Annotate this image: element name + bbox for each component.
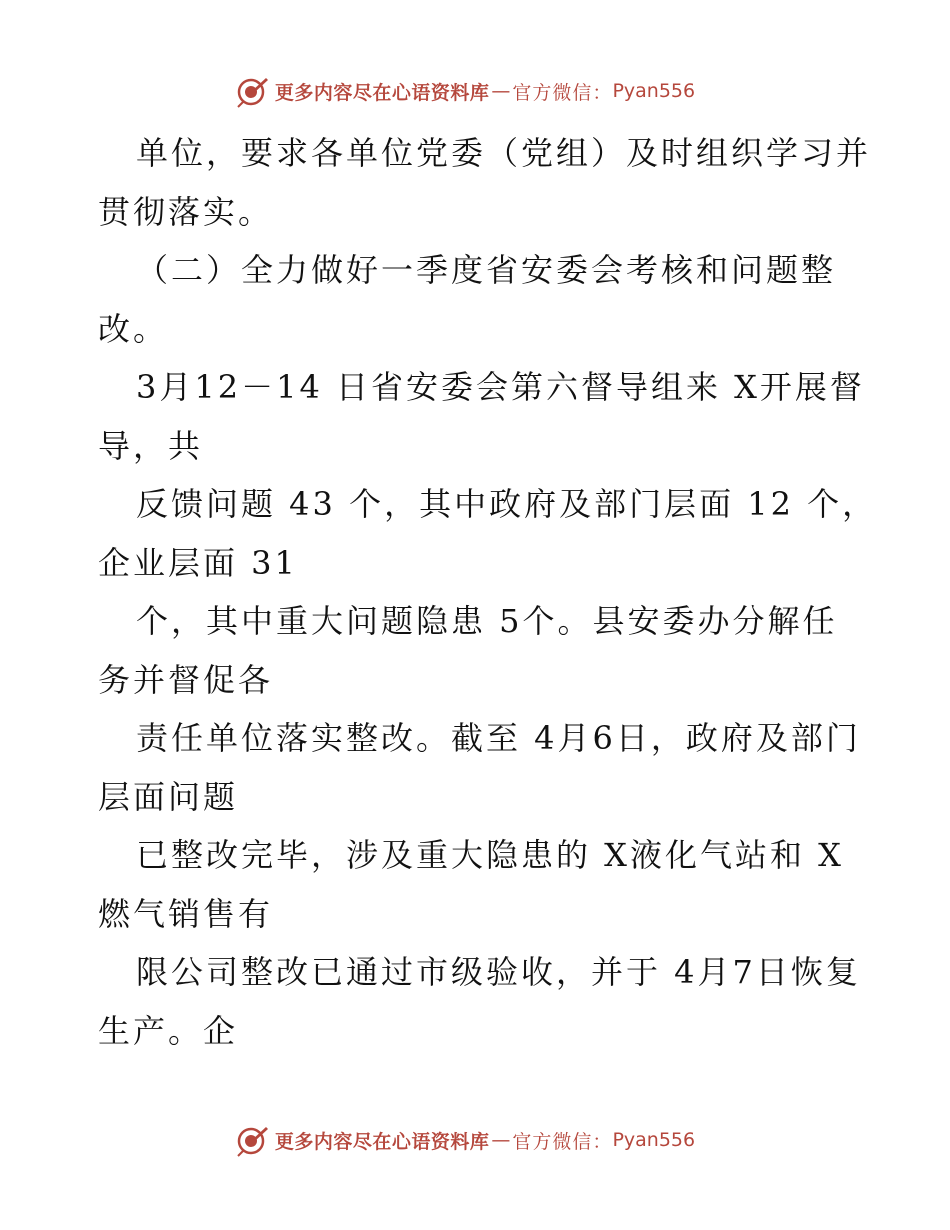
watermark-account: Pyan556	[612, 1129, 696, 1151]
section-heading: （二）全力做好一季度省安委会考核和问题整	[136, 251, 837, 289]
body-line: 层面问题	[98, 777, 239, 816]
body-line: 企业层面 31	[98, 543, 298, 582]
watermark-wechat-label: 官方微信：	[512, 1130, 613, 1153]
body-line: 个，其中重大问题隐患 5个。县安委办分解任	[136, 602, 838, 640]
body-line: 务并督促各	[98, 660, 274, 699]
watermark-main-text: 更多内容尽在心语资料库	[274, 81, 490, 104]
pen-logo-icon	[235, 74, 269, 108]
body-line: 责任单位落实整改。截至 4月6日，政府及部门	[136, 719, 861, 757]
body-line: 已整改完毕，涉及重大隐患的 X液化气站和 X	[136, 836, 844, 874]
body-line: 贯彻落实。	[98, 192, 274, 231]
body-line: 3月12－14 日省安委会第六督导组来 X开展督	[136, 368, 865, 406]
body-line: 导，共	[98, 426, 204, 465]
body-line: 燃气销售有	[98, 894, 274, 933]
body-line: 限公司整改已通过市级验收，并于 4月7日恢复	[136, 953, 861, 991]
body-line: 反馈问题 43 个，其中政府及部门层面 12 个，	[136, 485, 878, 523]
watermark-wechat-label: 官方微信：	[512, 81, 613, 104]
watermark-account: Pyan556	[612, 80, 696, 102]
watermark-separator: —	[491, 80, 511, 102]
pen-logo-icon	[235, 1123, 269, 1157]
section-heading-continued: 改。	[98, 309, 169, 348]
watermark-separator: —	[491, 1129, 511, 1151]
document-body	[98, 124, 878, 1060]
watermark-main-text: 更多内容尽在心语资料库	[274, 1130, 490, 1153]
header-watermark	[0, 71, 950, 111]
body-line: 生产。企	[98, 1011, 239, 1050]
footer-watermark	[0, 1120, 950, 1160]
body-line: 单位，要求各单位党委（党组）及时组织学习并	[136, 134, 872, 172]
